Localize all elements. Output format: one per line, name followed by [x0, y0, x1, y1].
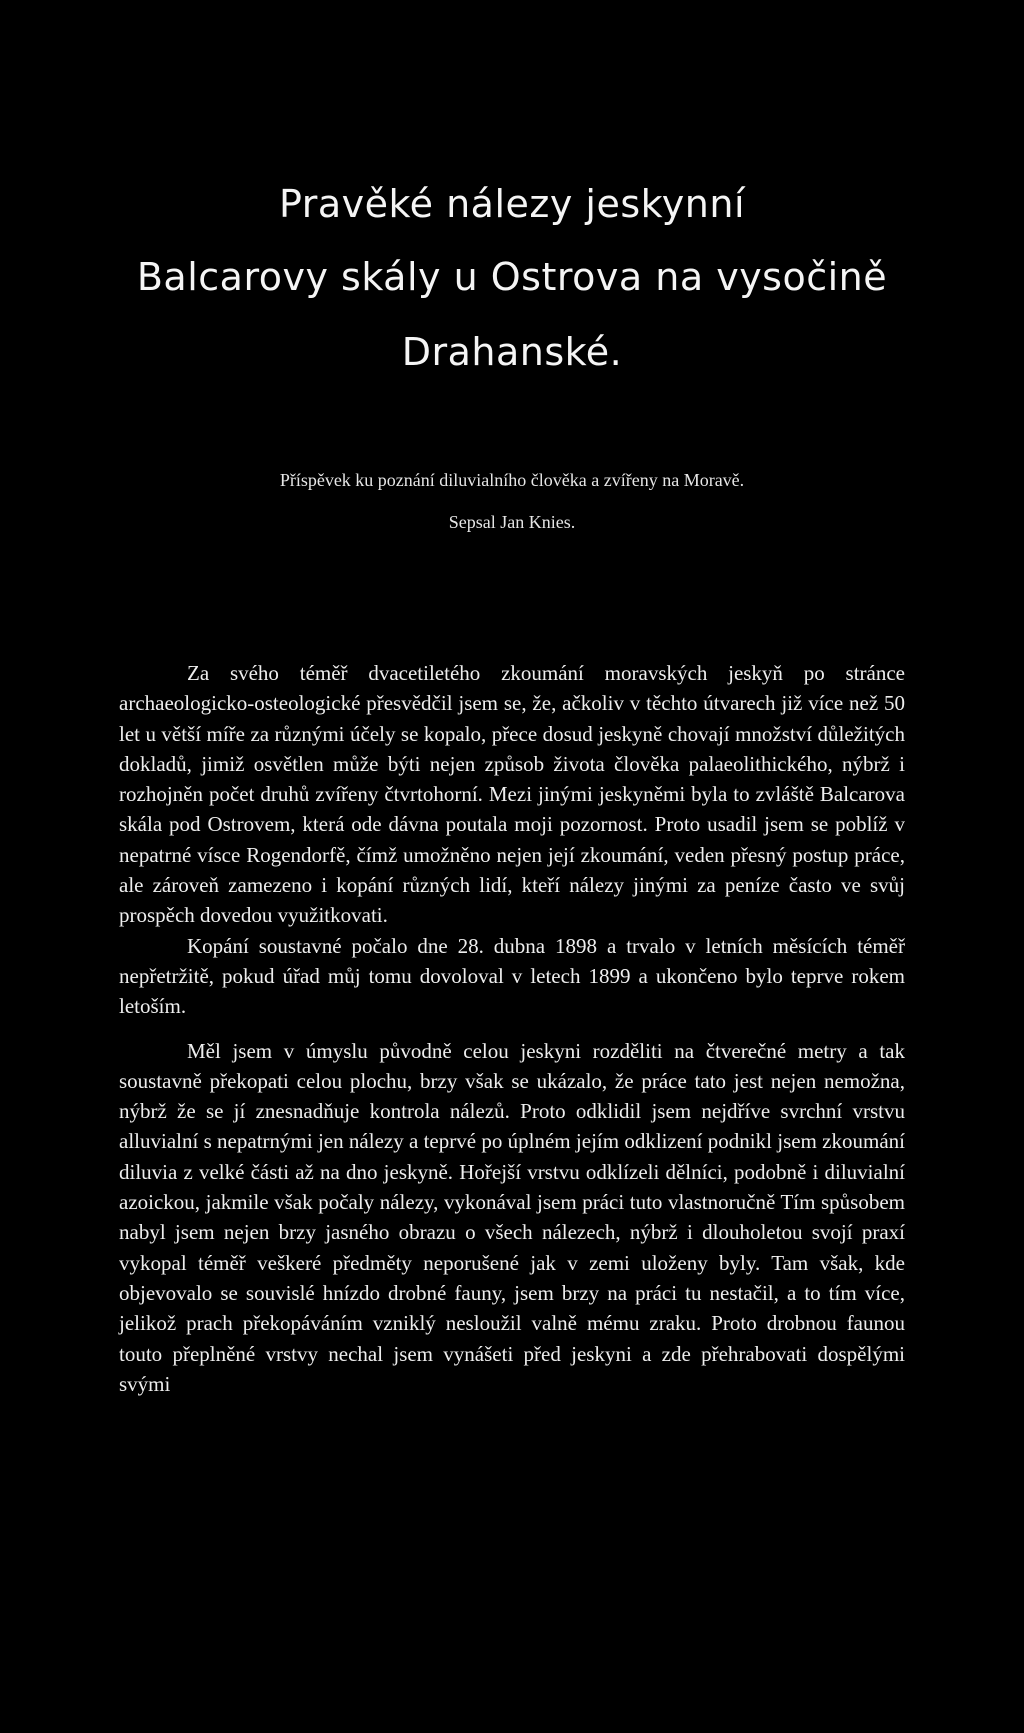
title-line-1: Pravěké nálezy jeskynní: [278, 182, 746, 226]
body-text: [119, 658, 905, 1399]
paragraph-2: Kopání soustavné počalo dne 28. dubna 1898 a trvalo v letních měsících téměř nepřetržitě, pokud úřad můj tomu dovoloval v letech 1899 a ukončeno bylo teprve rokem letoším.: [119, 933, 905, 1019]
paragraph-1: Za svého téměř dvacetiletého zkoumání moravských jeskyň po stránce archaeologicko-osteologické přesvědčil jsem se, že, ačkoliv v těchto útvarech již více než 50 let u větší míře za různými účely se kopalo, přece dosud jeskyně chovají množství důležitých dokladů, jimiž osvětlen může býti nejen způsob života člověka palaeolithického, nýbrž i rozhojněn počet druhů zvířeny čtvrtohorní. Mezi jinými jeskyněmi byla to zvláště Balcarova skála pod Ostrovem, která ode dávna poutala moji pozornost. Proto usadil jsem se poblíž v nepatrné víscе Rogendorfě, čímž umožněno nejen její zkoumání, veden přesný postup práce, ale zároveň zamezeno i kopání různých lidí, kteří nálezy jinými za peníze často ve svůj prospěch dovedou využitkovati.: [119, 661, 905, 928]
title-line-2: Balcarovy skály u Ostrova na vysočině: [136, 255, 888, 299]
paragraph-3: Měl jsem v úmyslu původně celou jeskyni rozděliti na čtverečné metry a tak soustavně překopati celou plochu, brzy však se ukázalo, že práce tato jest nejen nemožna, nýbrž že se jí znesnadňuje kontrola nálezů. Proto odklidil jsem nejdříve svrchní vrstvu alluvialní s nepatrnými jen nálezy a teprvé po úplném jejím odklizení podnikl jsem zkoumání diluvia z velké části až na dno jeskyně. Hořejší vrstvu odklízeli dělníci, podobně i diluvialní azoickou, jakmile však počaly nálezy, vykonával jsem práci tuto vlastnoručně Tím spůsobem nabyl jsem nejen brzy jasného obrazu o všech nálezech, nýbrž i dlouholetou svojí praxí vykopal téměř veškeré předměty neporušené jak v zemi uloženy byly. Tam však, kde objevovalo se souvislé hnízdo drobné fauny, jsem brzy na práci tu nestačil, a to tím více, jelikož prach překopáváním vzniklý nesloužil valně mému zraku. Proto drobnou faunou touto přeplněné vrstvy nechal jsem vynášeti před jeskyni a zde přehrabovati dospělými svými: [119, 1038, 905, 1396]
subtitle: Příspěvek ku poznání diluvialního člověka a zvířeny na Moravě.: [279, 470, 745, 490]
title-line-3: Drahanské.: [401, 330, 623, 374]
author-line: Sepsal Jan Knies.: [448, 512, 576, 532]
